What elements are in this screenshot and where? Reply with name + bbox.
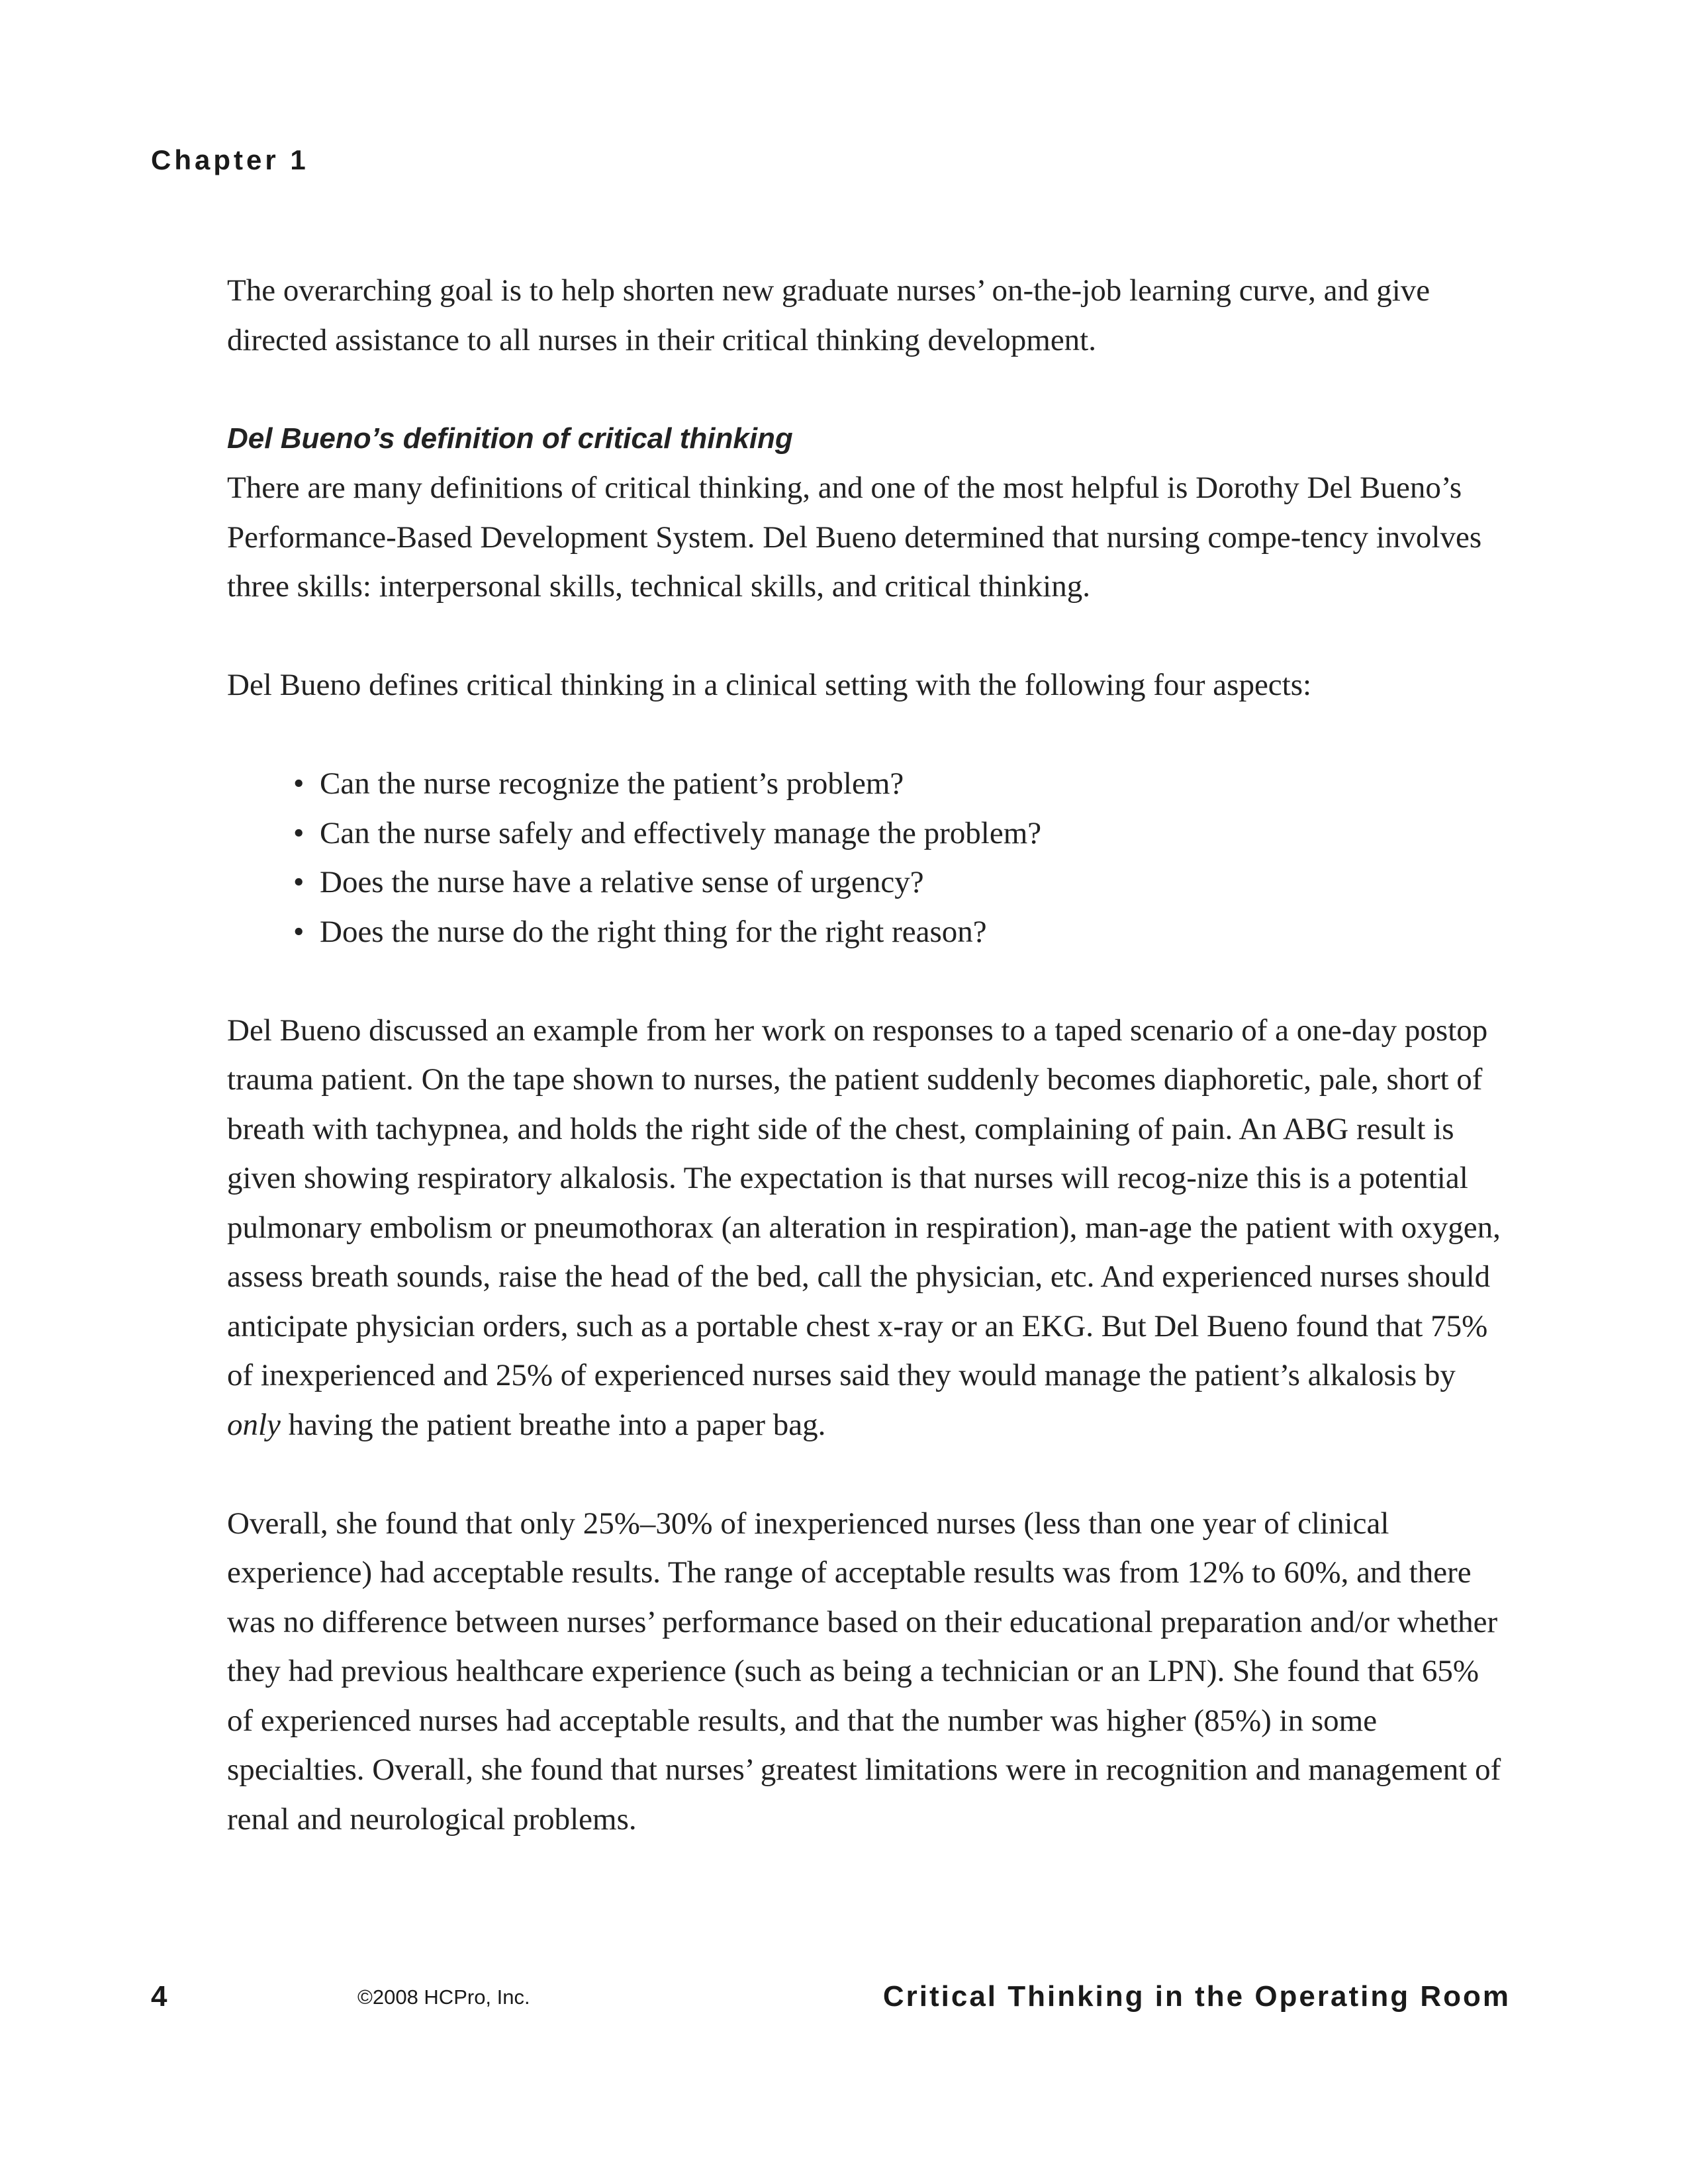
list-item-text: Does the nurse do the right thing for the right reason? [320,914,987,949]
emphasis-only: only [227,1407,281,1442]
book-title: Critical Thinking in the Operating Room [882,1980,1511,2013]
body-content [227,266,1511,1893]
list-item [293,907,1511,957]
findings-paragraph: Overall, she found that only 25%–30% of inexperienced nurses (less than one year of clinical experience) had acceptable results. The range of acceptable results was from 12% to 60%, and there was no difference between nurses’ performance based on their educational preparation and/or whether they had previous healthcare experience (such as being a technician or an LPN). She found that 65% of experienced nurses had acceptable results, and that the number was higher (85%) in some specialties. Overall, she found that nurses’ greatest limitations were in recognition and management of renal and neurological problems. [227,1506,1501,1837]
example-paragraph [227,1006,1511,1450]
bullet-icon: • [293,865,305,899]
list-item [293,809,1511,858]
list-item-text: Can the nurse recognize the patient’s problem? [320,766,904,801]
copyright: ©2008 HCPro, Inc. [357,1985,530,2009]
bullet-icon: • [293,766,305,801]
bullet-icon: • [293,914,305,949]
example-text-end: having the patient breathe into a paper bag. [288,1407,826,1442]
section-heading: Del Bueno’s definition of critical thinking [227,422,793,455]
list-item-text: Does the nurse have a relative sense of urgency? [320,865,924,899]
list-item [293,858,1511,907]
bullet-icon: • [293,815,305,850]
list-item-text: Can the nurse safely and effectively manage the problem? [320,815,1042,850]
definition-paragraph: There are many definitions of critical thinking, and one of the most helpful is Dorothy Del Bueno’s Performance-Based Development System. Del Bueno determined that nursing compe-tency involves three skills: interpersonal skills, technical skills, and critical thinking. [227,471,1482,604]
page-number: 4 [151,1980,167,2013]
intro-paragraph: The overarching goal is to help shorten new graduate nurses’ on-the-job learning curve, and give directed assistance to all nurses in their critical thinking development. [227,273,1430,357]
aspects-intro-paragraph: Del Bueno defines critical thinking in a clinical setting with the following four aspects: [227,668,1312,702]
aspects-list [227,759,1511,956]
example-text-start: Del Bueno discussed an example from her work on responses to a taped scenario of a one-day postop trauma patient. On the tape shown to nurses, the patient suddenly becomes diaphoretic, pale, short of breath with tachypnea, and holds the right side of the chest, complaining of pain. An ABG result is given showing respiratory alkalosis. The expectation is that nurses will recog-nize this is a potential pulmonary embolism or pneumothorax (an alteration in respiration), man-age the patient with oxygen, assess breath sounds, raise the head of the bed, call the physician, etc. And experienced nurses should anticipate physician orders, such as a portable chest x-ray or an EKG. But Del Bueno found that 75% of inexperienced and 25% of experienced nurses said they would manage the patient’s alkalosis by [227,1013,1501,1392]
chapter-label: Chapter 1 [151,144,309,175]
list-item [293,759,1511,809]
